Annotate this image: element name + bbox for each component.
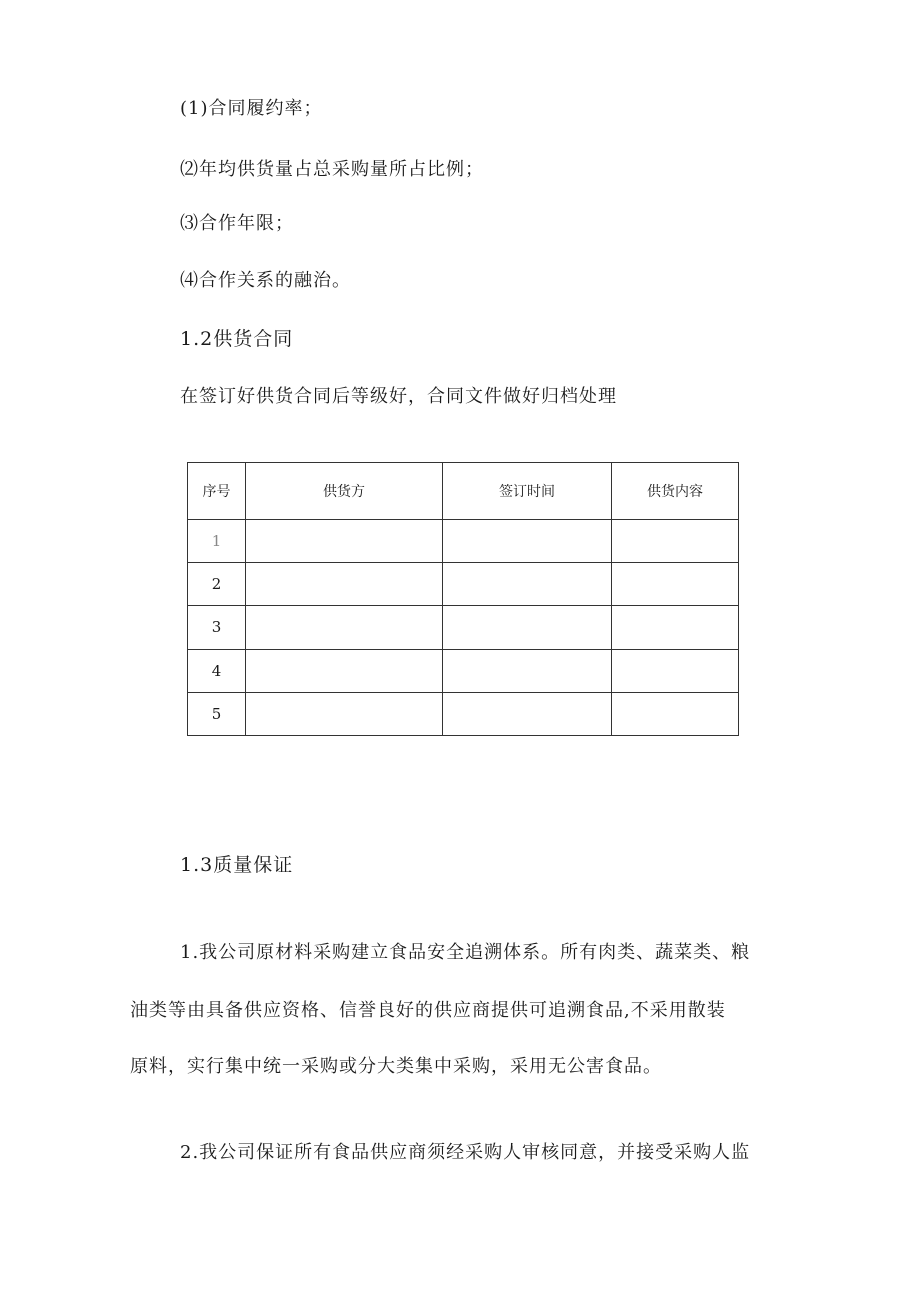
row-number: 1 (188, 520, 246, 563)
row-number: 2 (188, 563, 246, 606)
cell-supplier (246, 692, 443, 735)
row-number: 3 (188, 606, 246, 649)
table-header-row (188, 463, 739, 520)
cell-supplier (246, 649, 443, 692)
header-no: 序号 (188, 463, 246, 520)
paragraph-2-line-1: 2.我公司保证所有食品供应商须经采购人审核同意，并接受采购人监 (180, 1142, 751, 1163)
cell-sign-date (443, 520, 612, 563)
table-row (188, 692, 739, 735)
section-heading-1-2: 1.2供货合同 (180, 328, 294, 350)
cell-sign-date (443, 692, 612, 735)
cell-content (612, 606, 739, 649)
cell-supplier (246, 606, 443, 649)
table-row (188, 563, 739, 606)
cell-supplier (246, 563, 443, 606)
cell-sign-date (443, 563, 612, 606)
paragraph-1-line-1: 1.我公司原材料采购建立食品安全追溯体系。所有肉类、蔬菜类、粮 (180, 942, 751, 963)
row-number: 5 (188, 692, 246, 735)
cell-supplier (246, 520, 443, 563)
section-1-2-intro: 在签订好供货合同后等级好，合同文件做好归档处理 (180, 386, 617, 407)
paragraph-1-line-3: 原料，实行集中统一采购或分大类集中采购，采用无公害食品。 (130, 1056, 662, 1077)
cell-content (612, 649, 739, 692)
criteria-item-1: (1)合同履约率； (180, 98, 323, 119)
table-row (188, 649, 739, 692)
table-row (188, 606, 739, 649)
criteria-item-4: ⑷合作关系的融治。 (180, 270, 351, 291)
criteria-item-2: ⑵年均供货量占总采购量所占比例； (180, 159, 484, 180)
header-sign-date: 签订时间 (443, 463, 612, 520)
table-row (188, 520, 739, 563)
cell-sign-date (443, 606, 612, 649)
cell-content (612, 692, 739, 735)
paragraph-1-line-2: 油类等由具备供应资格、信誉良好的供应商提供可追溯食品,不采用散装 (130, 1000, 726, 1021)
row-number: 4 (188, 649, 246, 692)
criteria-item-3: ⑶合作年限； (180, 213, 294, 234)
section-heading-1-3: 1.3质量保证 (180, 854, 294, 876)
cell-sign-date (443, 649, 612, 692)
cell-content (612, 563, 739, 606)
cell-content (612, 520, 739, 563)
supply-contract-table (187, 462, 739, 736)
header-supplier: 供货方 (246, 463, 443, 520)
header-content: 供货内容 (612, 463, 739, 520)
